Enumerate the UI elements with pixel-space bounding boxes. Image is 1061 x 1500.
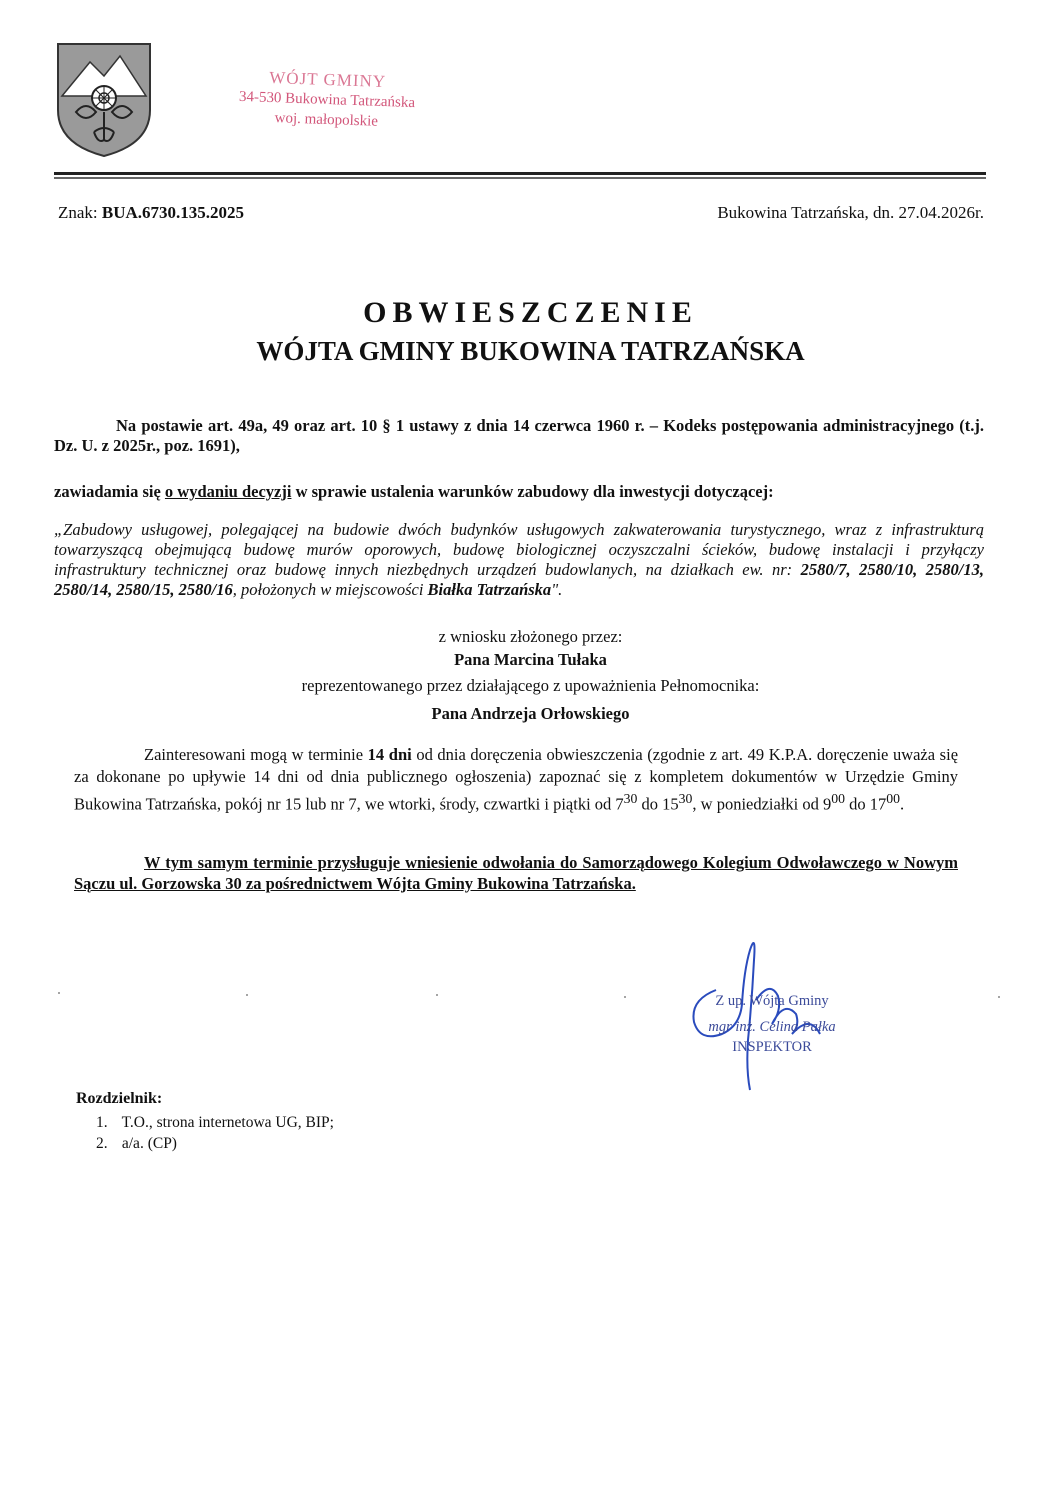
distribution-list [96, 1112, 334, 1154]
notice-paragraph [54, 482, 984, 502]
locality-name: Białka Tatrzańska [427, 580, 552, 599]
scan-dot [436, 994, 438, 996]
deadline-days: 14 dni [367, 745, 412, 764]
office-stamp [211, 66, 443, 134]
description-text: „Zabudowy usługowej, polegającej na budowie dwóch budynków usługowych zakwaterowania turystycznego, wraz z infrastrukturą towarzyszącą obejmującą budowę murów oporowych, budowę biologicznej oczyszczalni ścieków, budowę instalacji i przyłączy infrastruktury technicznej oraz budowę innych niezbędnych urządzeń budowlanych, na działkach ew. nr: [54, 520, 984, 579]
list-item-number: 1. [96, 1114, 108, 1131]
list-item [96, 1133, 334, 1154]
stamp-line-3: woj. małopolskie [274, 110, 379, 130]
notice-prefix: zawiadamia się [54, 482, 165, 501]
time-sup-1: 30 [623, 791, 638, 806]
inspection-text-4: , w poniedziałki od 9 [692, 794, 832, 814]
inspection-text-6: . [900, 794, 905, 814]
document-subtitle: WÓJTA GMINY BUKOWINA TATRZAŃSKA [256, 336, 805, 366]
appeal-paragraph: W tym samym terminie przysługuje wniesienie odwołania do Samorządowego Kolegium Odwoławczego w Nowym Sączu ul. Gorzowska 30 za pośrednictwem Wójta Gminy Bukowina Tatrzańska. [74, 853, 958, 893]
reference-label: Znak: [58, 203, 98, 222]
time-sup-3: 00 [831, 791, 846, 806]
inspection-text-1: Zainteresowani mogą w terminie [144, 745, 368, 764]
signature-authority: Z up. Wójta Gminy [715, 993, 829, 1009]
municipality-crest-icon [54, 40, 154, 160]
description-end: ". [551, 580, 563, 599]
legal-basis-paragraph: Na postawie art. 49a, 49 oraz art. 10 § 1 ustawy z dnia 14 czerwca 1960 r. – Kodeks postępowania administracyjnego (t.j. Dz. U. z 2025r., poz. 1691), [54, 416, 984, 455]
inspection-paragraph [74, 744, 958, 816]
document-title: OBWIESZCZENIE [363, 296, 698, 329]
header-divider [54, 172, 986, 180]
description-mid: , położonych w miejscowości [232, 580, 428, 599]
inspection-text-5: do 17 [845, 794, 887, 814]
list-item-text: a/a. (CP) [121, 1135, 177, 1152]
scan-dot [246, 994, 248, 996]
signature-name: mgr inż. Celina Pałka [708, 1019, 836, 1035]
list-item-number: 2. [96, 1135, 108, 1152]
signature-position: INSPEKTOR [732, 1039, 812, 1055]
reference-value: BUA.6730.135.2025 [101, 203, 245, 222]
inspection-text-2: od dnia doręczenia obwieszczenia (zgodnie z art. 49 K.P.A. doręczenie uważa się za dokonane po upływie 14 dni od dnia publicznego ogłoszenia) zapoznać się z kompletem dokumentów w Urzędzie Gminy Bukowina Tatrzańska, pokój nr 15 lub nr 7, we wtorki, środy, czwartki i piątki od 7 [74, 745, 959, 814]
plot-numbers: 2580/7, 2580/10, 2580/13, 2580/14, 2580/15, 2580/16 [54, 560, 984, 599]
place-and-date: Bukowina Tatrzańska, dn. 27.04.2026r. [717, 203, 984, 222]
distribution-title: Rozdzielnik: [76, 1090, 163, 1107]
stamp-line-2: 34-530 Bukowina Tatrzańska [238, 88, 416, 112]
inspection-text-3: do 15 [637, 794, 679, 814]
time-sup-4: 00 [886, 791, 901, 806]
list-item [96, 1112, 334, 1133]
scan-dot [624, 996, 626, 998]
represented-by: reprezentowanego przez działającego z upoważnienia Pełnomocnika: [301, 676, 760, 695]
list-item-text: T.O., strona internetowa UG, BIP; [121, 1114, 334, 1131]
time-sup-2: 30 [678, 791, 693, 806]
applicant-intro: z wniosku złożonego przez: [438, 627, 623, 646]
stamp-line-1: WÓJT GMINY [268, 67, 387, 92]
attorney-name: Pana Andrzeja Orłowskiego [431, 704, 630, 723]
notice-decision: o wydaniu decyzji [164, 482, 292, 501]
applicant-name: Pana Marcina Tułaka [454, 650, 607, 669]
notice-suffix: w sprawie ustalenia warunków zabudowy dla inwestycji dotyczącej: [291, 482, 774, 501]
scan-dot [58, 992, 60, 994]
signature-block [672, 988, 872, 1060]
investment-description [54, 520, 984, 600]
reference-number [58, 203, 244, 223]
scan-dot [998, 996, 1000, 998]
